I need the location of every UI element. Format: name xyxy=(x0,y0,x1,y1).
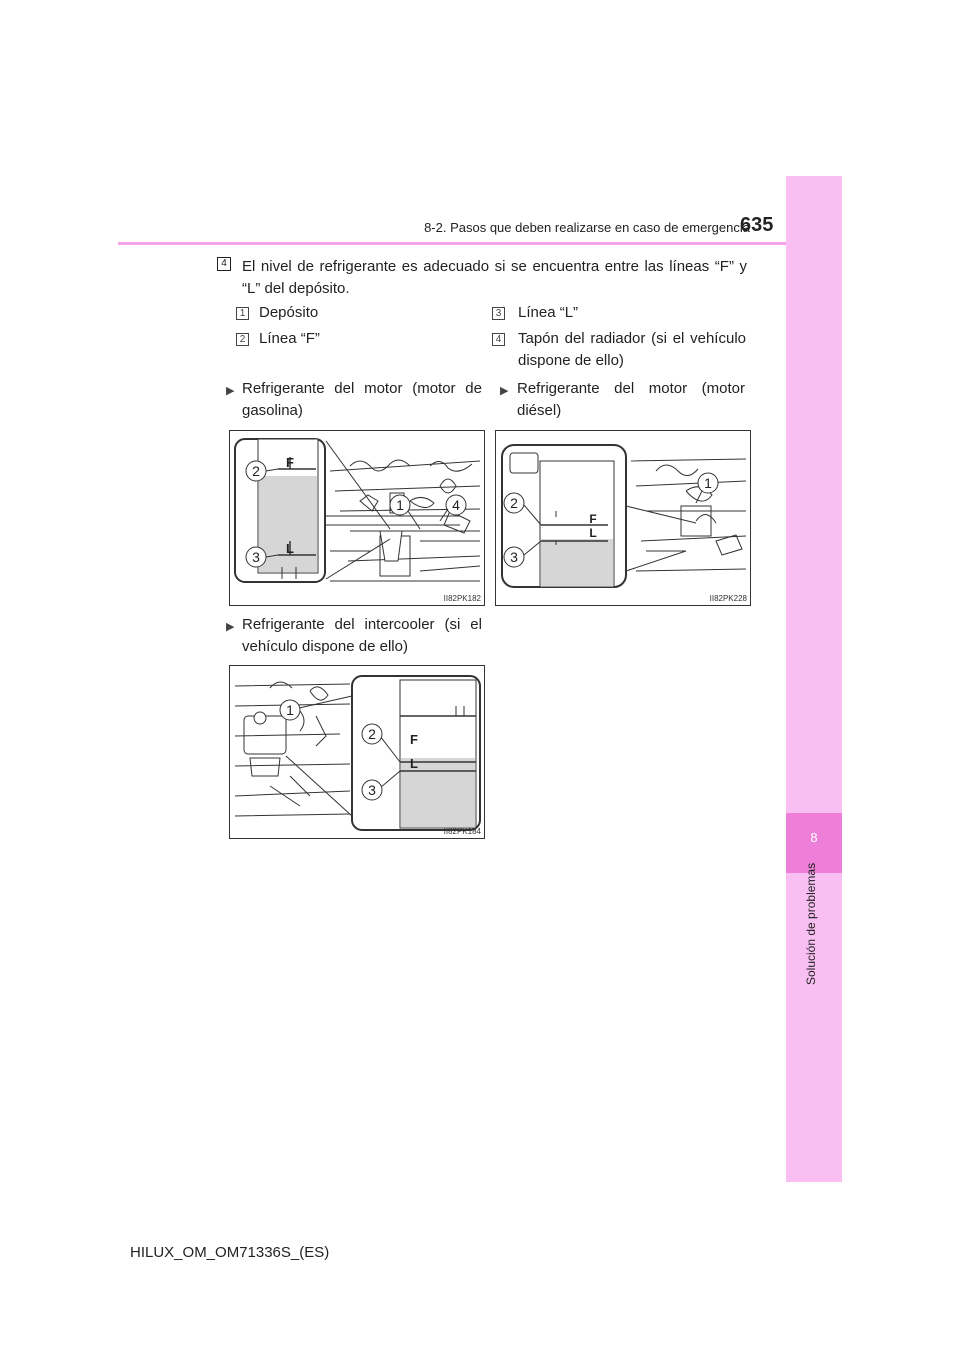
mark-F: F xyxy=(589,512,597,526)
running-header: 8-2. Pasos que deben realizarse en caso de emergencia xyxy=(424,220,750,235)
triangle-bullet-icon: ▶ xyxy=(226,621,235,633)
callout-3: 3 xyxy=(368,782,376,798)
chapter-side-tab xyxy=(786,176,842,1182)
page-number: 635 xyxy=(740,214,774,236)
legend-num-4: 4 xyxy=(492,333,505,346)
triangle-bullet-icon: ▶ xyxy=(500,385,509,397)
section-label-diesel: Refrigerante del motor (motor diésel) xyxy=(517,380,745,419)
legend-num-2: 2 xyxy=(236,333,249,346)
callout-3: 3 xyxy=(252,549,260,565)
step-text: El nivel de refrigerante es adecuado si se encuentra entre las líneas “F” y “L” del depósito. xyxy=(242,258,747,297)
callout-2: 2 xyxy=(510,495,518,511)
chapter-title-text: Solución de problemas xyxy=(804,862,818,985)
legend-num-3: 3 xyxy=(492,307,505,320)
callout-2: 2 xyxy=(368,726,376,742)
figure-gasoline-coolant xyxy=(229,430,485,606)
callout-1: 1 xyxy=(286,702,294,718)
mark-L: L xyxy=(589,526,597,540)
legend-text-3: Línea “L” xyxy=(518,304,579,321)
document-id: HILUX_OM_OM71336S_(ES) xyxy=(130,1244,330,1261)
figure-code: II82PK182 xyxy=(443,594,481,603)
figure-code: II82PK184 xyxy=(443,827,481,836)
callout-2: 2 xyxy=(252,463,260,479)
figure-code: II82PK228 xyxy=(709,594,747,603)
engine-illustration xyxy=(496,431,750,605)
mark-F: F xyxy=(410,732,418,747)
mark-F: F xyxy=(286,455,294,470)
legend-num-1: 1 xyxy=(236,307,249,320)
mark-L: L xyxy=(286,541,294,556)
legend-text-4: Tapón del radiador (si el vehículo dispone de ello) xyxy=(518,330,746,369)
figure-intercooler-coolant xyxy=(229,665,485,839)
header-rule xyxy=(118,242,842,245)
figure-diesel-coolant xyxy=(495,430,751,606)
chapter-number: 8 xyxy=(810,830,818,845)
callout-4: 4 xyxy=(452,497,460,513)
legend-text-2: Línea “F” xyxy=(259,330,320,347)
callout-1: 1 xyxy=(396,497,404,513)
callout-3: 3 xyxy=(510,549,518,565)
section-label-gasoline: Refrigerante del motor (motor de gasolina) xyxy=(242,380,482,419)
mark-L: L xyxy=(410,756,418,771)
triangle-bullet-icon: ▶ xyxy=(226,385,235,397)
chapter-title xyxy=(800,862,830,1015)
section-label-intercooler: Refrigerante del intercooler (si el vehículo dispone de ello) xyxy=(242,616,482,655)
step-number-box: 4 xyxy=(217,257,231,271)
legend-text-1: Depósito xyxy=(259,304,319,321)
engine-illustration xyxy=(230,666,484,838)
callout-1: 1 xyxy=(704,475,712,491)
engine-illustration xyxy=(230,431,484,605)
